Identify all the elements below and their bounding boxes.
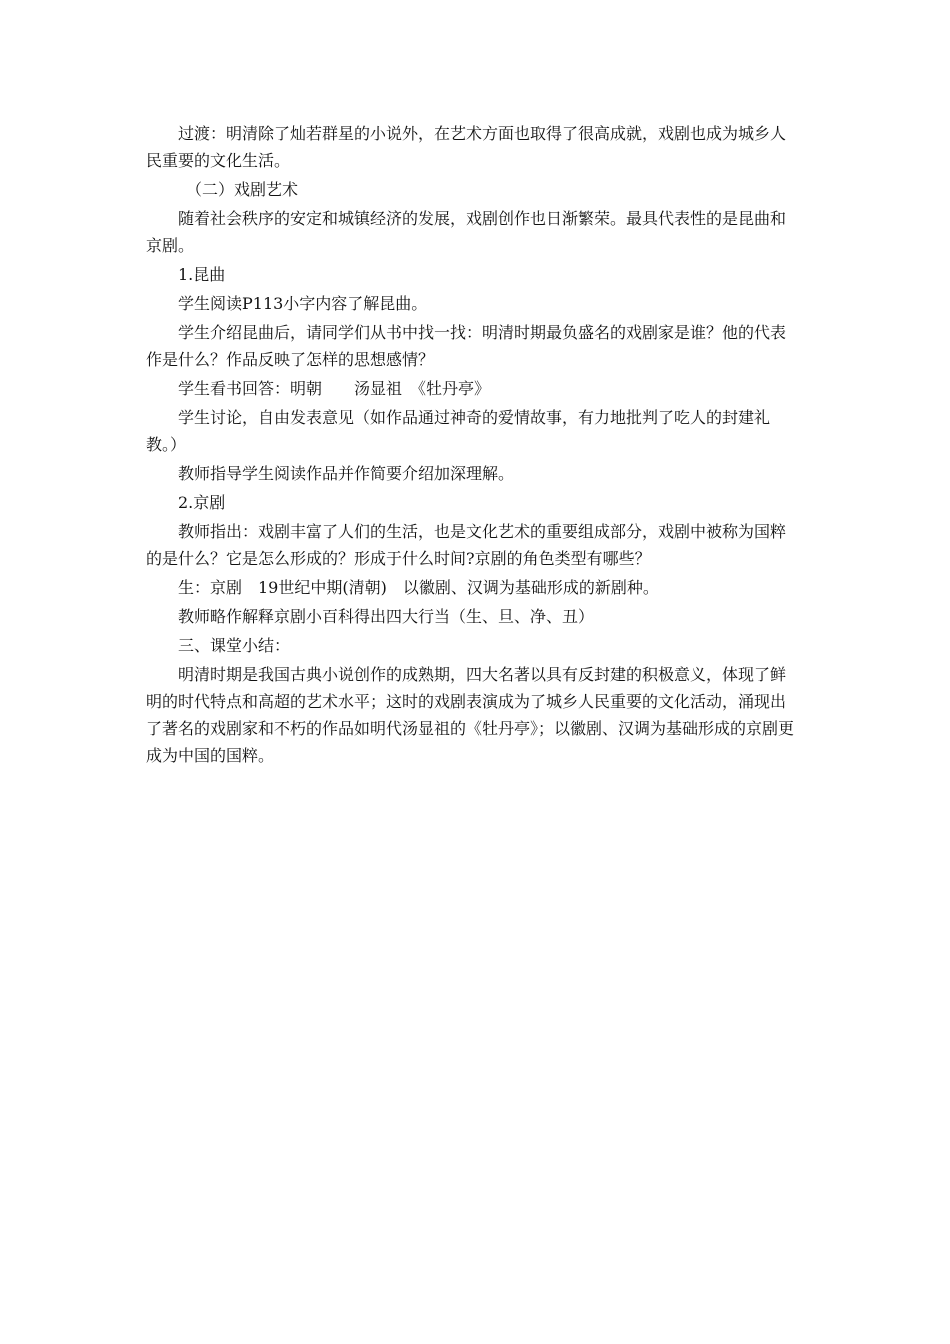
section-heading-drama: （二）戏剧艺术 bbox=[186, 180, 299, 199]
section-heading-summary: 三、课堂小结： bbox=[178, 636, 291, 655]
paragraph-kunqu-discuss: 学生讨论，自由发表意见（如作品通过神奇的爱情故事，有力地批判了吃人的封建礼教。） bbox=[146, 408, 771, 454]
paragraph-transition: 过渡：明清除了灿若群星的小说外，在艺术方面也取得了很高成就，戏剧也成为城乡人民重要的文化生活。 bbox=[146, 124, 787, 170]
paragraph-kunqu-guide: 教师指导学生阅读作品并作简要介绍加深理解。 bbox=[178, 464, 515, 483]
paragraph-jingju-roles: 教师略作解释京剧小百科得出四大行当（生、旦、净、丑） bbox=[178, 607, 595, 626]
paragraph-kunqu-question: 学生介绍昆曲后，请同学们从书中找一找：明清时期最负盛名的戏剧家是谁？他的代表作是什么？作品反映了怎样的思想感情？ bbox=[146, 323, 787, 369]
paragraph-kunqu-read: 学生阅读P113小字内容了解昆曲。 bbox=[178, 294, 428, 313]
paragraph-jingju-question: 教师指出：戏剧丰富了人们的生活，也是文化艺术的重要组成部分，戏剧中被称为国粹的是什么？它是怎么形成的？形成于什么时间?京剧的角色类型有哪些？ bbox=[146, 522, 787, 568]
paragraph-kunqu-answer: 学生看书回答：明朝 汤显祖 《牡丹亭》 bbox=[178, 379, 491, 398]
paragraph-jingju-answer: 生：京剧 19世纪中期(清朝) 以徽剧、汉调为基础形成的新剧种。 bbox=[178, 578, 659, 597]
subheading-jingju: 2.京剧 bbox=[178, 493, 226, 512]
paragraph-summary: 明清时期是我国古典小说创作的成熟期，四大名著以具有反封建的积极意义，体现了鲜明的时代特点和高超的艺术水平；这时的戏剧表演成为了城乡人民重要的文化活动，涌现出了著名的戏剧家和不朽的作品如明代汤显祖的《牡丹亭》；以徽剧、汉调为基础形成的京剧更成为中国的国粹。 bbox=[146, 665, 795, 765]
subheading-kunqu: 1.昆曲 bbox=[178, 265, 226, 284]
paragraph-drama-intro: 随着社会秩序的安定和城镇经济的发展，戏剧创作也日渐繁荣。最具代表性的是昆曲和京剧。 bbox=[146, 209, 787, 255]
